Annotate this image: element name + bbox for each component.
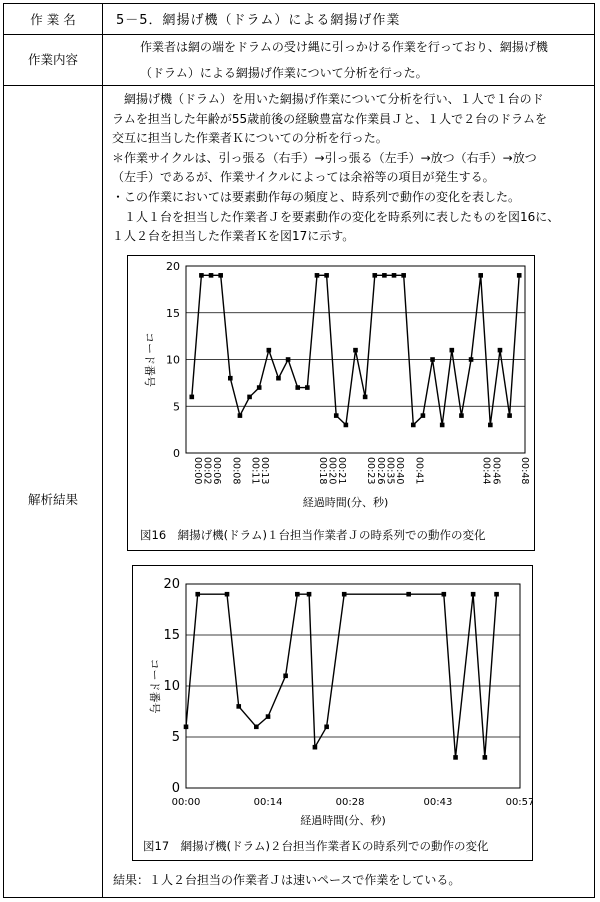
task-description	[116, 38, 586, 83]
data-point	[442, 592, 447, 597]
analysis-line: 網揚げ機（ドラム）を用いた網揚げ作業について分析を行い、１人で１台のド	[112, 92, 544, 106]
y-tick-label: 10	[163, 679, 180, 694]
data-point	[363, 395, 368, 400]
data-point	[195, 592, 200, 597]
data-point	[225, 592, 230, 597]
analysis-text	[112, 90, 590, 247]
data-point	[459, 413, 464, 418]
data-point	[440, 423, 445, 428]
data-point	[344, 423, 349, 428]
x-tick-label: 00:20	[326, 457, 338, 485]
label-column-divider	[102, 4, 103, 897]
data-point	[469, 357, 474, 362]
task-description-line: 作業者は網の端をドラムの受け縄に引っかける作業を行っており、網揚げ機	[140, 40, 548, 54]
y-tick-label: 15	[166, 306, 180, 320]
x-tick-label: 00:46	[490, 457, 502, 485]
data-point	[254, 725, 259, 730]
x-tick-label: 00:43	[423, 797, 453, 808]
x-tick-label: 00:28	[335, 797, 365, 808]
data-point	[372, 273, 377, 278]
data-point	[334, 413, 339, 418]
task-description-line: （ドラム）による網揚げ作業について分析を行った。	[140, 65, 428, 80]
data-point	[247, 395, 252, 400]
data-point	[313, 745, 318, 750]
data-point	[305, 385, 310, 390]
y-tick-label: 0	[171, 781, 180, 796]
data-point	[430, 357, 435, 362]
task-title: 5－5．網揚げ機（ドラム）による網揚げ作業	[116, 13, 401, 28]
analysis-line: ＊作業サイクルは、引っ張る（右手）→引っ張る（左手）→放つ（右手）→放つ	[112, 150, 537, 165]
data-point	[494, 592, 499, 597]
analysis-label: 解析結果	[27, 492, 78, 507]
data-point	[324, 725, 329, 730]
data-point	[267, 348, 272, 353]
data-point	[184, 725, 189, 730]
data-point	[209, 273, 214, 278]
x-tick-label: 00:23	[365, 457, 377, 485]
data-point	[342, 592, 347, 597]
series-line	[186, 594, 497, 757]
data-point	[228, 376, 233, 381]
y-tick-label: 5	[171, 730, 180, 745]
row-divider	[4, 34, 594, 35]
x-tick-label: 00:11	[249, 457, 261, 485]
data-point	[307, 592, 312, 597]
data-point	[218, 273, 223, 278]
data-point	[421, 413, 426, 418]
x-tick-label: 00:57	[505, 797, 532, 808]
data-point	[453, 755, 458, 760]
data-point	[295, 592, 300, 597]
data-point	[199, 273, 204, 278]
figure-17	[132, 565, 533, 861]
data-point	[189, 395, 194, 400]
y-tick-label: 20	[166, 260, 180, 273]
y-axis-label: コード番号	[143, 332, 156, 387]
x-tick-label: 00:18	[316, 457, 328, 485]
data-point	[507, 413, 512, 418]
x-axis-label: 経過時間(分、秒)	[302, 496, 389, 509]
figure-16	[127, 255, 535, 551]
data-point	[471, 592, 476, 597]
x-tick-label: 00:08	[230, 457, 242, 485]
figure-16-chart	[128, 256, 534, 550]
analysis-line: ・この作業においては要素動作毎の頻度と、時系列で動作の変化を表した。	[112, 189, 521, 204]
data-point	[483, 755, 488, 760]
analysis-line: ラムを担当した年齢が55歳前後の経験豊富な作業員Ｊと、１人で２台のドラムを	[112, 111, 548, 126]
data-point	[295, 385, 300, 390]
y-tick-label: 0	[173, 447, 180, 460]
data-point	[353, 348, 358, 353]
data-point	[324, 273, 329, 278]
y-axis-label: コード番号	[148, 658, 161, 714]
x-tick-label: 00:26	[374, 457, 386, 485]
analysis-line: （左手）であるが、作業サイクルによっては余裕等の項目が発生する。	[112, 170, 495, 185]
x-tick-label: 00:13	[259, 457, 271, 485]
y-tick-label: 5	[173, 400, 180, 414]
data-point	[236, 704, 241, 709]
y-tick-label: 10	[166, 353, 180, 367]
x-tick-label: 00:40	[394, 457, 406, 485]
data-point	[406, 592, 411, 597]
data-point	[315, 273, 320, 278]
analysis-line: 交互に担当した作業者Ｋについての分析を行った。	[112, 131, 388, 146]
figure-caption: 図17 網揚げ機(ドラム)２台担当作業者Ｋの時系列での動作の変化	[143, 839, 489, 853]
x-tick-label: 00:00	[191, 457, 203, 485]
y-tick-label: 20	[163, 577, 180, 592]
data-point	[498, 348, 503, 353]
data-point	[276, 376, 281, 381]
data-point	[283, 674, 288, 679]
analysis-line: １人２台を担当した作業者Ｋを図17に示す。	[112, 229, 355, 244]
data-point	[286, 357, 291, 362]
data-point	[257, 385, 262, 390]
row-divider	[4, 85, 594, 86]
data-point	[517, 273, 522, 278]
x-axis-label: 経過時間(分、秒)	[300, 814, 386, 827]
x-tick-label: 00:14	[253, 797, 283, 808]
data-point	[266, 714, 271, 719]
data-point	[392, 273, 397, 278]
data-point	[450, 348, 455, 353]
figure-caption: 図16 網揚げ機(ドラム)１台担当作業者Ｊの時系列での動作の変化	[140, 528, 486, 542]
data-point	[382, 273, 387, 278]
analysis-line: １人１台を担当した作業者Ｊを要素動作の変化を時系列に表したものを図16に、	[112, 209, 560, 224]
data-point	[478, 273, 483, 278]
y-tick-label: 15	[163, 628, 180, 643]
data-point	[488, 423, 493, 428]
x-tick-label: 00:00	[171, 797, 201, 808]
x-tick-label: 00:21	[336, 457, 348, 485]
task-name-label: 作 業 名	[30, 12, 76, 27]
x-tick-label: 00:06	[211, 457, 223, 485]
result-text: 結果：１人２台担当の作業者Ｊは速いペースで作業をしている。	[113, 873, 461, 887]
x-tick-label: 00:41	[413, 457, 425, 485]
figure-17-chart	[133, 566, 532, 860]
x-tick-label: 00:35	[384, 457, 396, 485]
data-point	[238, 413, 243, 418]
x-tick-label: 00:48	[519, 457, 531, 485]
task-content-label: 作業内容	[27, 52, 78, 67]
x-tick-label: 00:02	[201, 457, 213, 485]
data-point	[401, 273, 406, 278]
x-tick-label: 00:44	[480, 457, 492, 485]
data-point	[411, 423, 416, 428]
